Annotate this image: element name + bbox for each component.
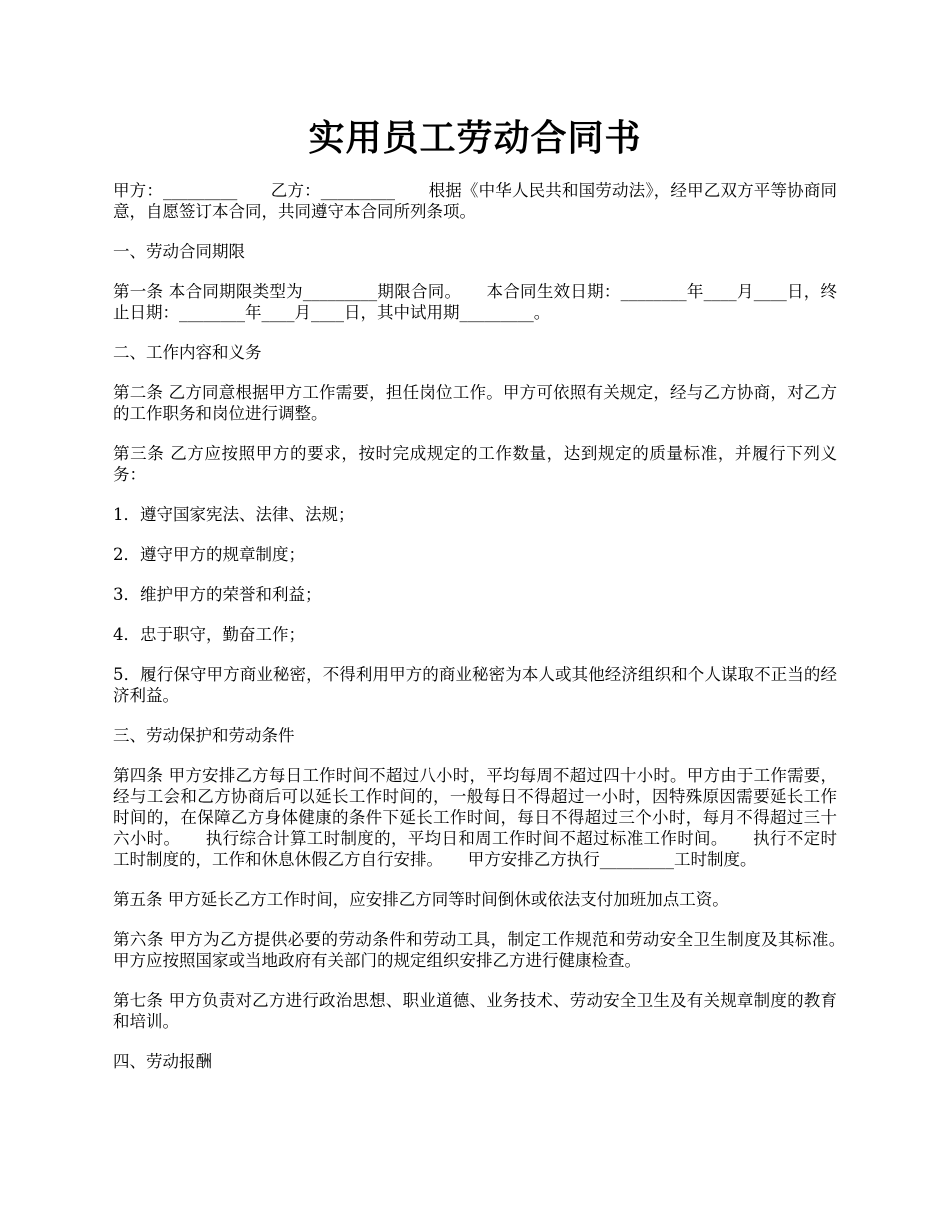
- article-6-paragraph: 第六条 甲方为乙方提供必要的劳动条件和劳动工具，制定工作规范和劳动安全卫生制度及其标准。 甲方应按照国家或当地政府有关部门的规定组织安排乙方进行健康检查。: [113, 930, 870, 970]
- obligation-item-3: 3．维护甲方的荣誉和利益；: [113, 585, 322, 604]
- section-heading-protection: 三、劳动保护和劳动条件: [113, 726, 295, 745]
- article-3-paragraph: 第三条 乙方应按照甲方的要求，按时完成规定的工作数量，达到规定的质量标准，并履行下列义务：: [113, 444, 837, 484]
- section-heading-term: 一、劳动合同期限: [113, 242, 245, 261]
- article-5-paragraph: 第五条 甲方延长乙方工作时间，应安排乙方同等时间倒休或依法支付加班加点工资。: [113, 890, 729, 909]
- section-heading-remuneration: 四、劳动报酬: [113, 1052, 212, 1071]
- obligation-item-4: 4．忠于职守，勤奋工作；: [113, 625, 305, 644]
- obligation-item-5: 5．履行保守甲方商业秘密，不得利用甲方的商业秘密为本人或其他经济组织和个人谋取不正当的经济利益。: [113, 665, 837, 705]
- obligation-item-1: 1．遵守国家宪法、法律、法规；: [113, 505, 355, 524]
- preamble-paragraph: 甲方：_________ 乙方：_________ 根据《中华人民共和国劳动法》，经甲乙双方平等协商同意，自愿签订本合同，共同遵守本合同所列条项。: [113, 181, 837, 221]
- article-7-paragraph: 第七条 甲方负责对乙方进行政治思想、职业道德、业务技术、劳动安全卫生及有关规章制度的教育和培训。: [113, 991, 837, 1031]
- section-heading-duties: 二、工作内容和义务: [113, 343, 262, 362]
- article-4-paragraph: 第四条 甲方安排乙方每日工作时间不超过八小时，平均每周不超过四十小时。甲方由于工作需要，经与工会和乙方协商后可以延长工作时间的，一般每日不得超过一小时，因特殊原因需要延长工作时间的，在保障乙方身体健康的条件下延长工作时间，每日不得超过三个小时，每月不得超过三十六小时。 执行综合计算工时制度的，平均日和周工作时间不超过标准工作时间。 执行不定时工时制度的，工作和休息休假乙方自行安排。 甲方安排乙方执行_________工时制度。: [113, 766, 837, 869]
- obligation-item-2: 2．遵守甲方的规章制度；: [113, 545, 305, 564]
- article-1-paragraph: 第一条 本合同期限类型为_________期限合同。 本合同生效日期：________年____月____日，终止日期：________年____月____日，其中试用期_________。: [113, 282, 837, 322]
- article-2-paragraph: 第二条 乙方同意根据甲方工作需要，担任岗位工作。甲方可依照有关规定，经与乙方协商，对乙方的工作职务和岗位进行调整。: [113, 383, 837, 423]
- document-title: 实用员工劳动合同书: [308, 117, 642, 159]
